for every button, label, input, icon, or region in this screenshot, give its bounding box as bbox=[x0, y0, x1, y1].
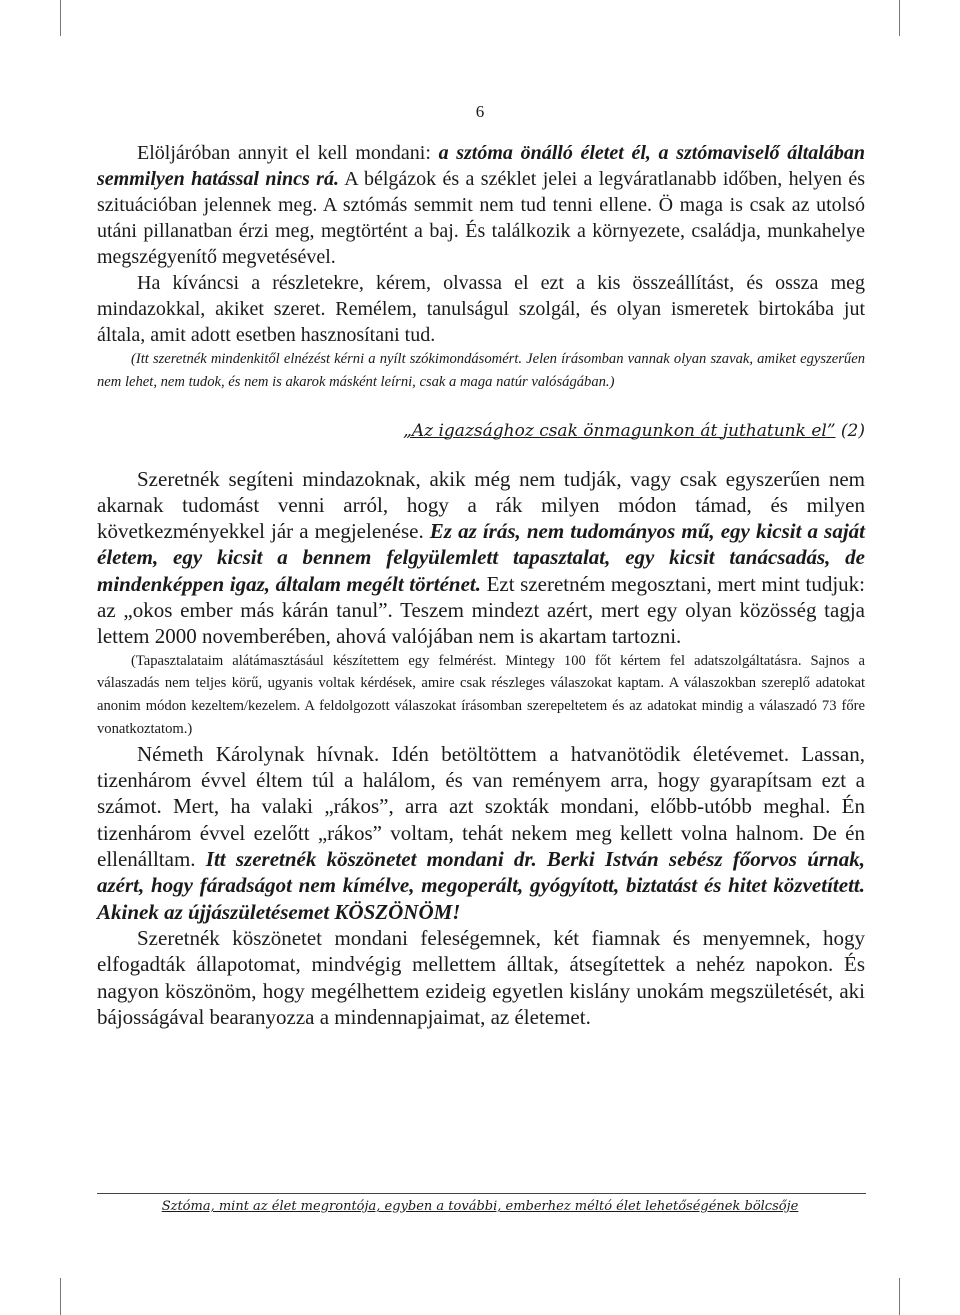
page-footer bbox=[0, 1198, 960, 1216]
section-heading-number: (2) bbox=[835, 420, 865, 441]
crop-mark-top-right bbox=[899, 0, 900, 36]
intro-emphasis: a sztóma önálló életet él, a sztómaviselő általában semmilyen hatással nincs rá. bbox=[97, 142, 865, 190]
section-heading-title: „Az igazsághoz csak önmagunkon át juthatunk el” bbox=[403, 420, 836, 441]
intro-text-1: Elöljáróban annyit el kell mondani: bbox=[137, 142, 439, 164]
section-p1-text-1: Szeretnék segíteni mindazoknak, akik még nem tudják, vagy csak egyszerűen nem akarnak tudomást venni arról, hogy a rák milyen módon támad, és milyen következményekkel jár a megjelenése. bbox=[97, 466, 865, 544]
section-paragraph-3: Szeretnék köszönetet mondani feleségemnek, két fiamnak és menyemnek, hogy elfogadták állapotomat, mindvégig mellettem álltak, átsegítettek a nehéz napokon. És nagyon köszönöm, hogy megélhettem ezideig egyetlen kislány unokám megszületését, aki bájosságával bearanyozza a mindennapjaimat, az életemet. bbox=[97, 925, 865, 1029]
section-paragraph-2 bbox=[97, 741, 865, 925]
footer-text: Sztóma, mint az élet megrontója, egyben a további, emberhez méltó élet lehetőségének bölcsője bbox=[161, 1199, 799, 1214]
section-paragraph-1 bbox=[97, 466, 865, 650]
crop-mark-top-left bbox=[60, 0, 61, 36]
page-number: 6 bbox=[475, 102, 485, 121]
section-p1-emphasis: Ez az írás, nem tudományos mű, egy kicsit a saját életem, egy kicsit a bennem felgyülemlett tapasztalat, egy kicsit tanácsadás, de mindenképpen igaz, általam megélt történet. bbox=[97, 519, 865, 596]
section-heading bbox=[97, 420, 865, 442]
section-p2-emphasis: Itt szeretnék köszönetet mondani dr. Berki István sebész főorvos úrnak, azért, hogy fáradságot nem kímélve, megoperált, gyógyított, biztatást és hitet közvetített. Akinek az újjászületésemet KÖSZÖNÖM! bbox=[97, 847, 865, 924]
intro-text-2: A bélgázok és a széklet jelei a legváratlanabb időben, helyen és szituációban jelennek meg. A sztómás semmit nem tud tenni ellene. Ö maga is csak az utolsó utáni pillanatban érzi meg, megtörtént a baj. És találkozik a környezete, családja, munkahelye megszégyenítő megvetésével. bbox=[97, 168, 865, 268]
survey-note: (Tapasztalataim alátámasztásául készítettem egy felmérést. Mintegy 100 főt kértem fel adatszolgáltatásra. Sajnos a válaszadás nem teljes körű, ugyanis voltak kérdések, amire csak részleges válaszokat kaptam. A válaszokban szereplő adatokat anonim módon kezeltem/kezelem. A feldolgozott válaszokat írásomban szerepeltetem és az adatokat mindig a válaszadó 73 főre vonatkoztatom.) bbox=[97, 652, 865, 738]
intro-paragraph bbox=[97, 140, 865, 270]
page-content bbox=[97, 140, 865, 1030]
crop-mark-bottom-left bbox=[60, 1278, 61, 1315]
intro-paragraph-2: Ha kíváncsi a részletekre, kérem, olvassa el ezt a kis összeállítást, és ossza meg mindazokkal, akiket szeret. Remélem, tanulságul szolgál, és olyan ismeretek birtokába jut általa, amit adott esetben hasznosítani tud. bbox=[97, 272, 865, 346]
intro-note: (Itt szeretnék mindenkitől elnézést kérni a nyílt szókimondásomért. Jelen írásomban vannak olyan szavak, amiket egyszerűen nem lehet, nem tudok, és nem is akarok másként leírni, csak a maga natúr valóságában.) bbox=[97, 351, 865, 390]
section-p1-text-2: Ezt szeretném megosztani, mert mint tudjuk: az „okos ember más kárán tanul”. Teszem mindezt azért, mert egy olyan közösség tagja lettem 2000 novemberében, ahová valójában nem is akartam tartozni. bbox=[97, 571, 865, 649]
footer-rule bbox=[97, 1193, 866, 1194]
section-p2-text: Németh Károlynak hívnak. Idén betöltöttem a hatvanötödik életévemet. Lassan, tizenhárom évvel éltem túl a halálom, és van reményem arra, hogy gyarapítsam ezt a számot. Mert, ha valaki „rákos”, arra azt szokták mondani, előbb-utóbb meghal. Én tizenhárom évvel ezelőtt „rákos” voltam, tehát nekem meg kellett volna halnom. De én ellenálltam. bbox=[97, 741, 865, 872]
crop-mark-bottom-right bbox=[899, 1278, 900, 1315]
